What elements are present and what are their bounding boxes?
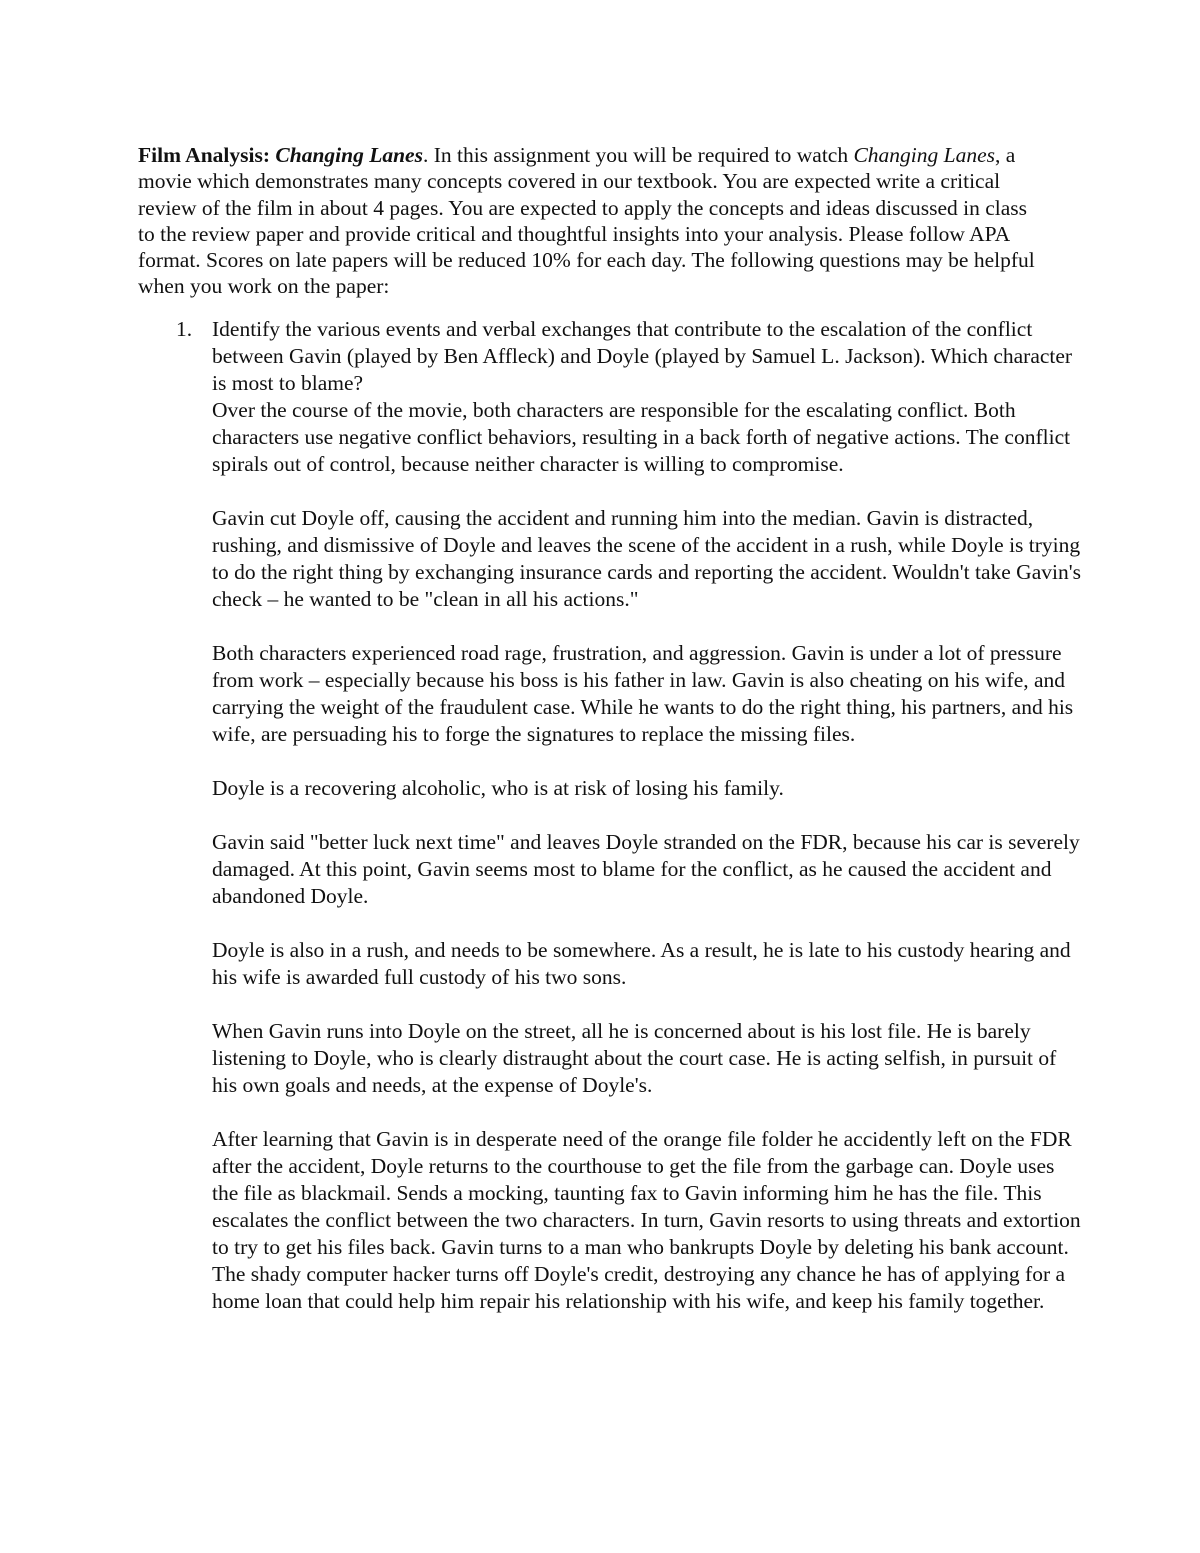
answer-paragraph: After learning that Gavin is in desperate need of the orange file folder he accidently left on the FDR after the accident, Doyle returns to the courthouse to get the file from the garbage can. Doyle uses the file as blackmail. Sends a mocking, taunting fax to Gavin informing him he has the file. This escalates the conflict between the two characters. In turn, Gavin resorts to using threats and extortion to try to get his files back. Gavin turns to a man who bankrupts Doyle by deleting his bank account. The shady computer hacker turns off Doyle's credit, destroying any chance he has of applying for a home loan that could help him repair his relationship with his wife, and keep his family together.: [212, 1127, 1081, 1313]
intro-text-2: , a movie which demonstrates many concepts covered in our textbook. You are expected write a critical review of the film in about 4 pages. You are expected to apply the concepts and ideas discussed in class to the review paper and provide critical and thoughtful insights into your analysis. Please follow APA format. Scores on late papers will be reduced 10% for each day. The following questions may be helpful when you work on the paper:: [138, 143, 1035, 299]
answer-paragraph: Doyle is a recovering alcoholic, who is at risk of losing his family.: [212, 776, 784, 800]
question-number: 1.: [176, 317, 193, 341]
intro-text-1: . In this assignment you will be required to watch: [422, 143, 854, 167]
answer-paragraph: Gavin cut Doyle off, causing the accident and running him into the median. Gavin is distracted, rushing, and dismissive of Doyle and leaves the scene of the accident in a rush, while Doyle is trying to do the right thing by exchanging insurance cards and reporting the accident. Wouldn't take Gavin's check – he wanted to be "clean in all his actions.": [212, 506, 1081, 611]
intro-film-title-2: Changing Lanes: [853, 143, 996, 167]
question-1-block: [212, 316, 1082, 1342]
assignment-intro: [138, 142, 1038, 300]
answer-paragraph: Over the course of the movie, both characters are responsible for the escalating conflict. Both characters use negative conflict behaviors, resulting in a back forth of negative actions. The conflict spirals out of control, because neither character is willing to compromise.: [212, 398, 1071, 476]
answer-paragraph: Doyle is also in a rush, and needs to be somewhere. As a result, he is late to his custody hearing and his wife is awarded full custody of his two sons.: [212, 938, 1071, 989]
intro-heading: Film Analysis:: [138, 143, 271, 167]
answer-paragraph: When Gavin runs into Doyle on the street, all he is concerned about is his lost file. He is barely listening to Doyle, who is clearly distraught about the court case. He is acting selfish, in pursuit of his own goals and needs, at the expense of Doyle's.: [212, 1019, 1057, 1097]
answer-paragraph: Both characters experienced road rage, frustration, and aggression. Gavin is under a lot of pressure from work – especially because his boss is his father in law. Gavin is also cheating on his wife, and carrying the weight of the fraudulent case. While he wants to do the right thing, his partners, and his wife, are persuading his to forge the signatures to replace the missing files.: [212, 641, 1074, 746]
intro-film-title: Changing Lanes: [275, 143, 423, 167]
question-text: Identify the various events and verbal exchanges that contribute to the escalation of the conflict between Gavin (played by Ben Affleck) and Doyle (played by Samuel L. Jackson). Which character is most to blame?: [212, 317, 1073, 395]
answer-paragraph: Gavin said "better luck next time" and leaves Doyle stranded on the FDR, because his car is severely damaged. At this point, Gavin seems most to blame for the conflict, as he caused the accident and abandoned Doyle.: [212, 830, 1080, 908]
